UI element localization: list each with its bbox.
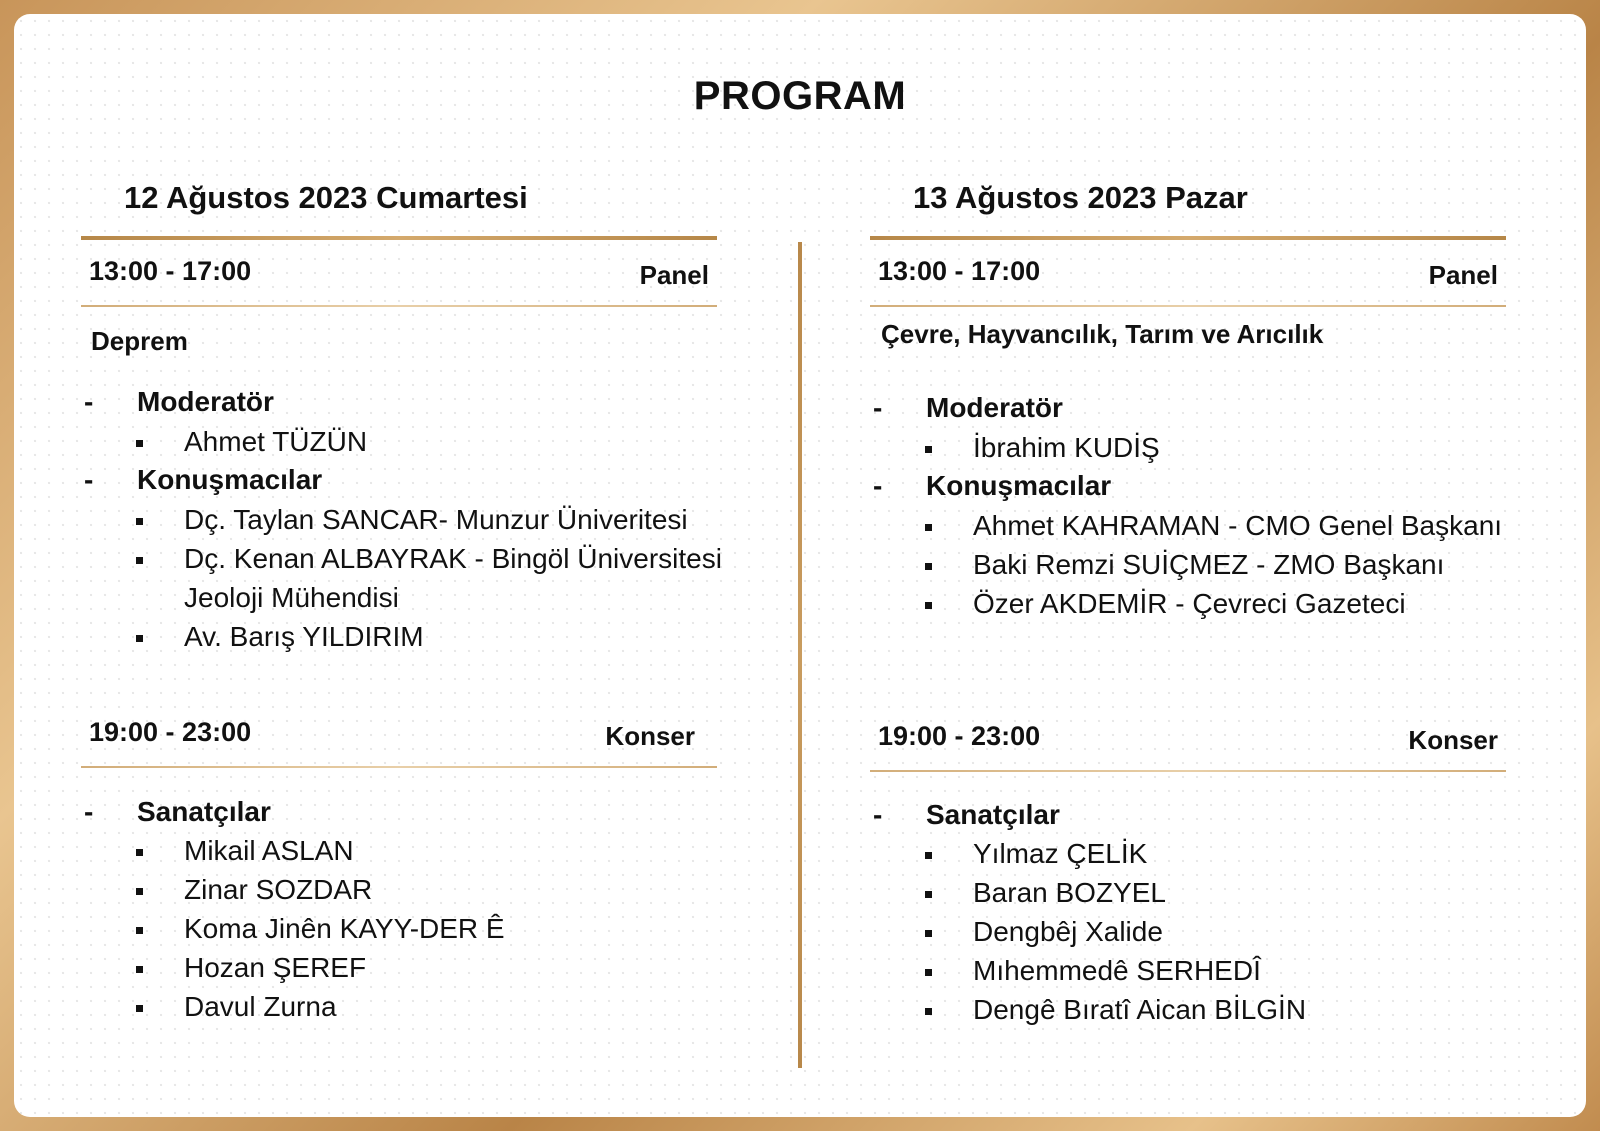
session-topic: Çevre, Hayvancılık, Tarım ve Arıcılık <box>881 319 1324 349</box>
dash-marker: - <box>873 799 883 830</box>
person-name: Dç. Kenan ALBAYRAK - Bingöl Üniversitesi <box>184 543 722 574</box>
day-1-session-1-header <box>81 256 717 296</box>
page-title: PROGRAM <box>693 74 907 118</box>
person-name: Hozan ŞEREF <box>184 952 367 983</box>
dash-marker: - <box>84 796 94 827</box>
person-name: Yılmaz ÇELİK <box>973 838 1148 869</box>
dash-marker: - <box>873 470 883 501</box>
person-name: Ahmet TÜZÜN <box>184 426 368 457</box>
group-label: Moderatör <box>137 386 274 417</box>
day-1-rule <box>81 236 717 240</box>
day-2-session-2-header <box>870 721 1506 761</box>
bullet-marker <box>925 524 932 531</box>
bullet-marker <box>925 602 932 609</box>
bullet-marker <box>136 635 143 642</box>
bullet-marker <box>925 969 932 976</box>
person-name: Özer AKDEMİR - Çevreci Gazeteci <box>973 588 1406 619</box>
person-name: Dengbêj Xalide <box>973 916 1163 947</box>
person-name: Mıhemmedê SERHEDÎ <box>973 955 1261 986</box>
session-rule <box>81 305 717 307</box>
person-name: Dç. Taylan SANCAR- Munzur Üniveritesi <box>184 504 688 535</box>
person-name: Mikail ASLAN <box>184 835 354 866</box>
dash-marker: - <box>84 386 94 417</box>
person-name: Baran BOZYEL <box>973 877 1166 908</box>
session-rule <box>870 770 1506 772</box>
bullet-marker <box>136 888 143 895</box>
bullet-marker <box>136 440 143 447</box>
group-label: Konuşmacılar <box>926 470 1112 501</box>
person-name: Koma Jinên KAYY-DER Ê <box>184 913 505 944</box>
session-rule <box>870 305 1506 307</box>
dash-marker: - <box>873 392 883 423</box>
bullet-marker <box>136 849 143 856</box>
bullet-marker <box>925 930 932 937</box>
person-name: Davul Zurna <box>184 991 337 1022</box>
session-type: Panel <box>1428 260 1498 290</box>
dash-marker: - <box>84 464 94 495</box>
day-2-rule <box>870 236 1506 240</box>
bullet-marker <box>136 557 143 564</box>
bullet-marker <box>925 1008 932 1015</box>
person-name: Baki Remzi SUİÇMEZ - ZMO Başkanı <box>973 549 1445 580</box>
person-name: Ahmet KAHRAMAN - CMO Genel Başkanı <box>973 510 1503 541</box>
person-name: Zinar SOZDAR <box>184 874 373 905</box>
bullet-marker <box>136 1005 143 1012</box>
bullet-marker <box>136 966 143 973</box>
person-name: İbrahim KUDİŞ <box>973 432 1160 463</box>
bullet-marker <box>925 891 932 898</box>
session-type: Panel <box>639 260 709 290</box>
session-time: 13:00 - 17:00 <box>89 256 252 286</box>
bullet-marker <box>136 518 143 525</box>
bullet-marker <box>925 852 932 859</box>
group-label: Konuşmacılar <box>137 464 323 495</box>
session-type: Konser <box>1408 725 1498 755</box>
person-name: Jeoloji Mühendisi <box>184 582 399 613</box>
session-rule <box>81 766 717 768</box>
group-label: Moderatör <box>926 392 1063 423</box>
day-1-title: 12 Ağustos 2023 Cumartesi <box>124 180 528 215</box>
session-time: 19:00 - 23:00 <box>89 717 252 747</box>
group-label: Sanatçılar <box>137 796 271 827</box>
person-name: Dengê Bıratî Aican BİLGİN <box>973 994 1307 1025</box>
bullet-marker <box>925 563 932 570</box>
person-name: Av. Barış YILDIRIM <box>184 621 424 652</box>
session-time: 19:00 - 23:00 <box>878 721 1041 751</box>
bullet-marker <box>136 927 143 934</box>
group-label: Sanatçılar <box>926 799 1060 830</box>
bullet-marker <box>925 446 932 453</box>
day-2-session-1-header <box>870 256 1506 296</box>
day-2-title: 13 Ağustos 2023 Pazar <box>913 180 1248 215</box>
session-topic: Deprem <box>91 326 188 356</box>
column-divider <box>798 242 802 1068</box>
day-1-session-2-header <box>81 717 717 757</box>
session-type: Konser <box>605 721 695 751</box>
session-time: 13:00 - 17:00 <box>878 256 1041 286</box>
